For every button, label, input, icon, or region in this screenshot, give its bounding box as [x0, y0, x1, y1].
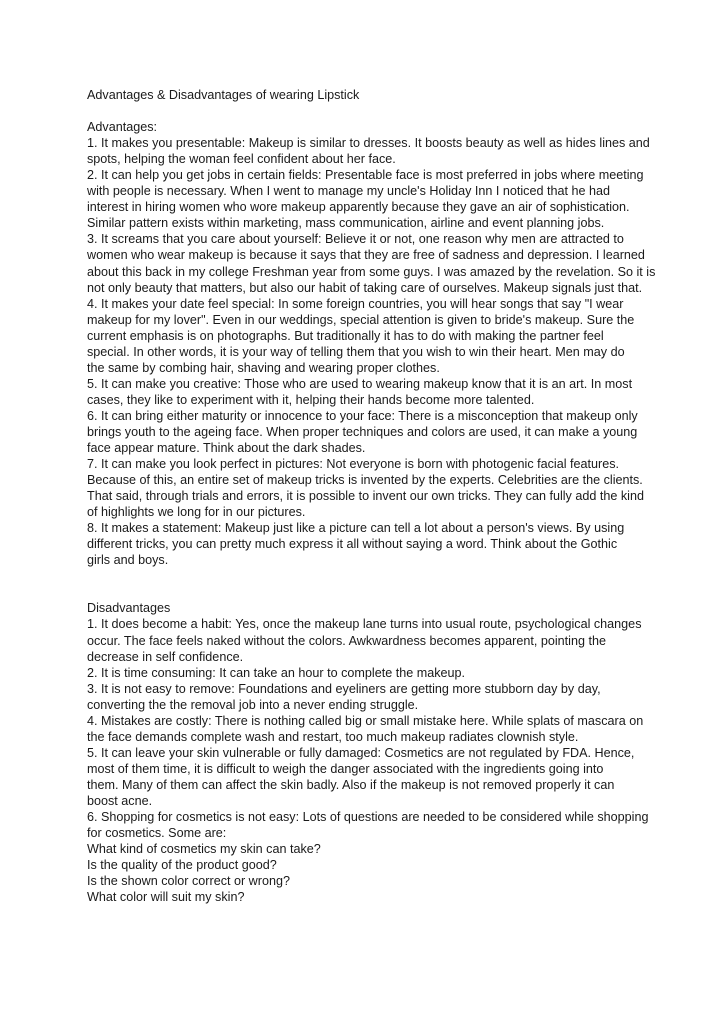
document-page: [87, 87, 656, 905]
text-line: 7. It can make you look perfect in pictures: Not everyone is born with photogenic facial features.: [87, 457, 620, 472]
text-line: cases, they like to experiment with it, helping their hands become more talented.: [87, 392, 535, 407]
text-line: current emphasis is on photographs. But traditionally it has to do with making the partner feel: [87, 328, 604, 343]
text-line: about this back in my college Freshman year from some guys. I was amazed by the revelation. So it is: [87, 264, 656, 279]
text-line: most of them time, it is difficult to weigh the danger associated with the ingredients going into: [87, 761, 604, 776]
text-line: of highlights we long for in our pictures.: [87, 505, 306, 520]
text-line: occur. The face feels naked without the colors. Awkwardness becomes apparent, pointing the: [87, 633, 606, 648]
text-line: converting the the removal job into a never ending struggle.: [87, 697, 419, 712]
text-line: 8. It makes a statement: Makeup just like a picture can tell a lot about a person's views. By using: [87, 521, 625, 536]
text-line: 5. It can make you creative: Those who are used to wearing makeup know that it is an art. In most: [87, 376, 633, 391]
text-line: boost acne.: [87, 793, 153, 808]
text-line: brings youth to the ageing face. When proper techniques and colors are used, it can make a young: [87, 424, 638, 439]
spacer: [87, 103, 647, 119]
text-line: What color will suit my skin?: [87, 890, 245, 905]
disadvantages-heading: Disadvantages: [87, 601, 171, 616]
text-line: 1. It does become a habit: Yes, once the makeup lane turns into usual route, psychological changes: [87, 617, 642, 632]
text-line: 6. It can bring either maturity or innocence to your face: There is a misconception that makeup only: [87, 408, 638, 423]
text-line: That said, through trials and errors, it is possible to invent our own tricks. They can fully add the kind: [87, 489, 644, 504]
text-line: Because of this, an entire set of makeup tricks is invented by the experts. Celebrities are the clients.: [87, 473, 643, 488]
text-line: makeup for my lover". Even in our weddings, special attention is given to bride's makeup. Sure the: [87, 312, 635, 327]
disadvantages-body: [87, 616, 647, 905]
text-line: interest in hiring women who wore makeup apparently because they gave an air of sophistication.: [87, 200, 630, 215]
text-line: 4. It makes your date feel special: In some foreign countries, you will hear songs that say "I wear: [87, 296, 624, 311]
text-line: girls and boys.: [87, 553, 169, 568]
text-line: Is the quality of the product good?: [87, 858, 277, 873]
spacer: [87, 568, 647, 600]
text-line: different tricks, you can pretty much express it all without saying a word. Think about the Gothic: [87, 537, 618, 552]
text-line: women who wear makeup is because it says that they are free of sadness and depression. I learned: [87, 248, 645, 263]
text-line: 6. Shopping for cosmetics is not easy: Lots of questions are needed to be considered while shopping: [87, 810, 649, 825]
text-line: decrease in self confidence.: [87, 649, 244, 664]
document-title: Advantages & Disadvantages of wearing Lipstick: [87, 88, 360, 102]
text-line: not only beauty that matters, but also our habit of taking care of ourselves. Makeup signals just that.: [87, 280, 643, 295]
text-line: with people is necessary. When I went to manage my uncle's Holiday Inn I noticed that he had: [87, 184, 611, 199]
text-line: Is the shown color correct or wrong?: [87, 874, 290, 889]
text-line: 2. It is time consuming: It can take an hour to complete the makeup.: [87, 665, 466, 680]
text-line: 5. It can leave your skin vulnerable or fully damaged: Cosmetics are not regulated by FDA. Hence,: [87, 745, 635, 760]
text-line: 4. Mistakes are costly: There is nothing called big or small mistake here. While splats of mascara on: [87, 713, 644, 728]
text-line: special. In other words, it is your way of telling them that you wish to win their heart. Men may do: [87, 344, 625, 359]
text-line: Similar pattern exists within marketing, mass communication, airline and event planning jobs.: [87, 216, 605, 231]
text-line: 1. It makes you presentable: Makeup is similar to dresses. It boosts beauty as well as hides lines and: [87, 136, 650, 151]
text-line: the face demands complete wash and restart, too much makeup radiates clownish style.: [87, 729, 579, 744]
text-line: the same by combing hair, shaving and wearing proper clothes.: [87, 360, 440, 375]
text-line: 3. It screams that you care about yourself: Believe it or not, one reason why men are attracted to: [87, 232, 624, 247]
advantages-heading: Advantages:: [87, 120, 158, 135]
text-line: face appear mature. Think about the dark shades.: [87, 441, 366, 456]
advantages-body: [87, 135, 656, 568]
text-line: them. Many of them can affect the skin badly. Also if the makeup is not removed properly it can: [87, 777, 615, 792]
text-line: spots, helping the woman feel confident about her face.: [87, 152, 396, 167]
text-line: 3. It is not easy to remove: Foundations and eyeliners are getting more stubborn day by day,: [87, 681, 601, 696]
text-line: 2. It can help you get jobs in certain fields: Presentable face is most preferred in jobs where meeting: [87, 168, 644, 183]
text-line: What kind of cosmetics my skin can take?: [87, 842, 321, 857]
text-line: for cosmetics. Some are:: [87, 826, 227, 841]
